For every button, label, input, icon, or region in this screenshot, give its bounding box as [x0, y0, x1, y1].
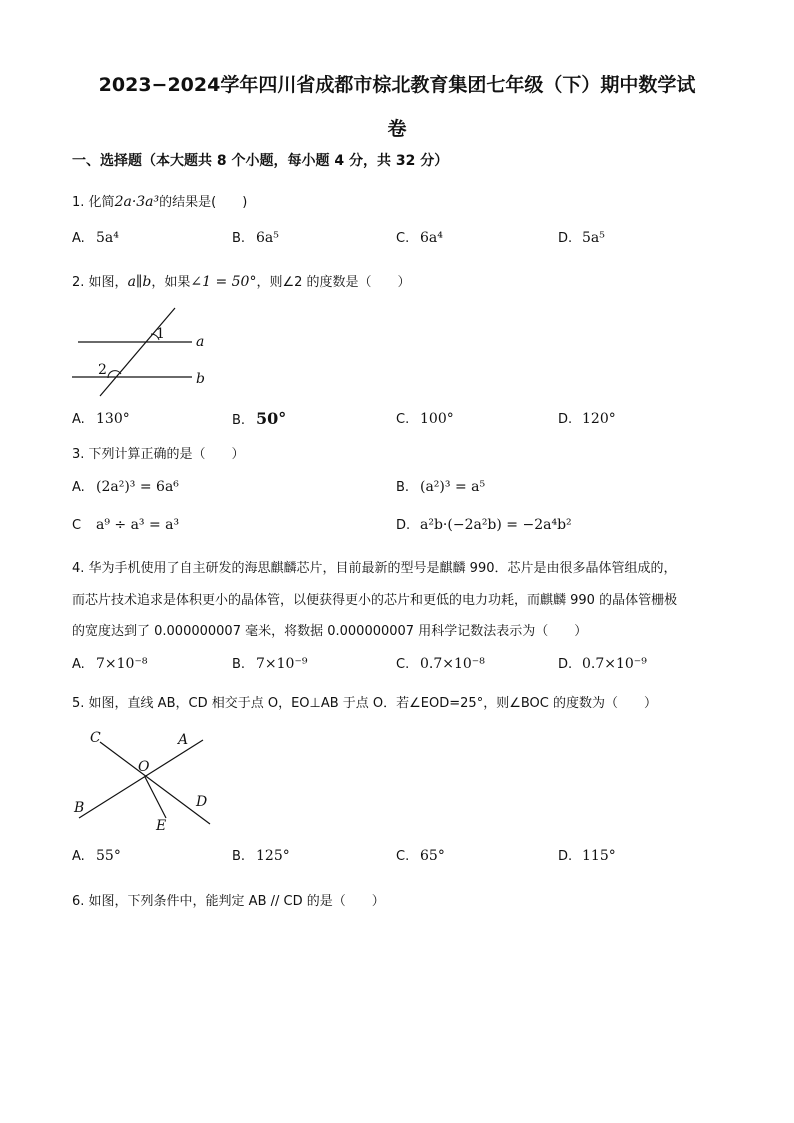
option-d: D. 120° — [558, 411, 616, 427]
option-d: D. 5a⁵ — [558, 230, 605, 246]
option-b: B. 125° — [232, 848, 290, 864]
option-d: D. a²b·(−2a²b) = −2a⁴b² — [396, 517, 572, 533]
option-c: C. 6a⁴ — [396, 230, 443, 246]
question-text: 如图， — [88, 275, 128, 290]
option-c: C. 100° — [396, 411, 454, 427]
question-2 — [72, 271, 411, 290]
question-number: 6. — [72, 894, 85, 909]
math-expression: a∥b — [127, 274, 152, 290]
math-expression: ∠1 = 50° — [190, 274, 257, 290]
option-c: C a⁹ ÷ a³ = a³ — [72, 517, 180, 533]
option-c: C. 65° — [396, 848, 445, 864]
question-3 — [72, 443, 245, 462]
question-text: ，如果 — [151, 275, 191, 290]
section-heading: 一、选择题（本大题共 8 个小题，每小题 4 分，共 32 分） — [72, 153, 449, 169]
exam-title-line1: 2023−2024学年四川省成都市棕北教育集团七年级（下）期中数学试 — [98, 74, 696, 96]
question-4-line3: 的宽度达到了 0.000000007 毫米，将数据 0.000000007 用科学记数法表示为（ ） — [72, 624, 588, 639]
question-text: ，则∠2 的度数是（ ） — [256, 275, 411, 290]
question-number: 4. — [72, 561, 85, 576]
option-d: D. 115° — [558, 848, 616, 864]
question-text: 如图，直线 AB，CD 相交于点 O，EO⊥AB 于点 O．若∠EOD=25°，则∠BOC 的度数为（ ） — [88, 696, 657, 711]
angle-1-label: 1 — [156, 326, 165, 342]
option-a: A. 7×10⁻⁸ — [72, 656, 148, 672]
question-text: 的结果是( ) — [159, 195, 248, 210]
option-c: C. 0.7×10⁻⁸ — [396, 656, 485, 672]
question-text: 化简 — [88, 195, 115, 210]
question-text: 华为手机使用了自主研发的海思麒麟芯片，目前最新的型号是麒麟 990．芯片是由很多晶体管组成的， — [88, 561, 677, 576]
option-a: A. 130° — [72, 411, 130, 427]
point-c-label: C — [90, 730, 101, 746]
option-b: B. 7×10⁻⁹ — [232, 656, 308, 672]
math-expression: 2a·3a³ — [114, 194, 160, 210]
option-a: A. (2a²)³ = 6a⁶ — [72, 479, 179, 495]
question-4-line2: 而芯片技术追求是体积更小的晶体管，以便获得更小的芯片和更低的电力功耗，而麒麟 990 的晶体管栅极 — [72, 593, 678, 608]
line-b-label: b — [196, 371, 205, 387]
question-number: 5. — [72, 696, 85, 711]
question-1 — [72, 191, 247, 210]
question-number: 2. — [72, 275, 85, 290]
point-a-label: A — [178, 732, 189, 748]
point-b-label: B — [74, 800, 85, 816]
question-text: 如图，下列条件中，能判定 AB // CD 的是（ ） — [88, 894, 385, 909]
angle-2-label: 2 — [98, 362, 107, 378]
question-number: 1. — [72, 195, 85, 210]
exam-title-line2: 卷 — [387, 118, 407, 140]
parallel-lines-figure — [70, 300, 220, 400]
option-b: B. 50° — [232, 409, 287, 428]
point-d-label: D — [196, 794, 208, 810]
question-6 — [72, 890, 385, 909]
line-a-label: a — [196, 334, 205, 350]
point-e-label: E — [156, 818, 167, 834]
option-b: B. (a²)³ = a⁵ — [396, 479, 486, 495]
option-b: B. 6a⁵ — [232, 230, 279, 246]
question-number: 3. — [72, 447, 85, 462]
option-d: D. 0.7×10⁻⁹ — [558, 656, 647, 672]
intersecting-lines-figure — [70, 722, 220, 838]
question-text: 下列计算正确的是（ ） — [88, 447, 245, 462]
option-a: A. 55° — [72, 848, 121, 864]
point-o-label: O — [138, 759, 150, 775]
option-a: A. 5a⁴ — [72, 230, 119, 246]
question-4 — [72, 557, 677, 576]
question-5 — [72, 692, 657, 711]
